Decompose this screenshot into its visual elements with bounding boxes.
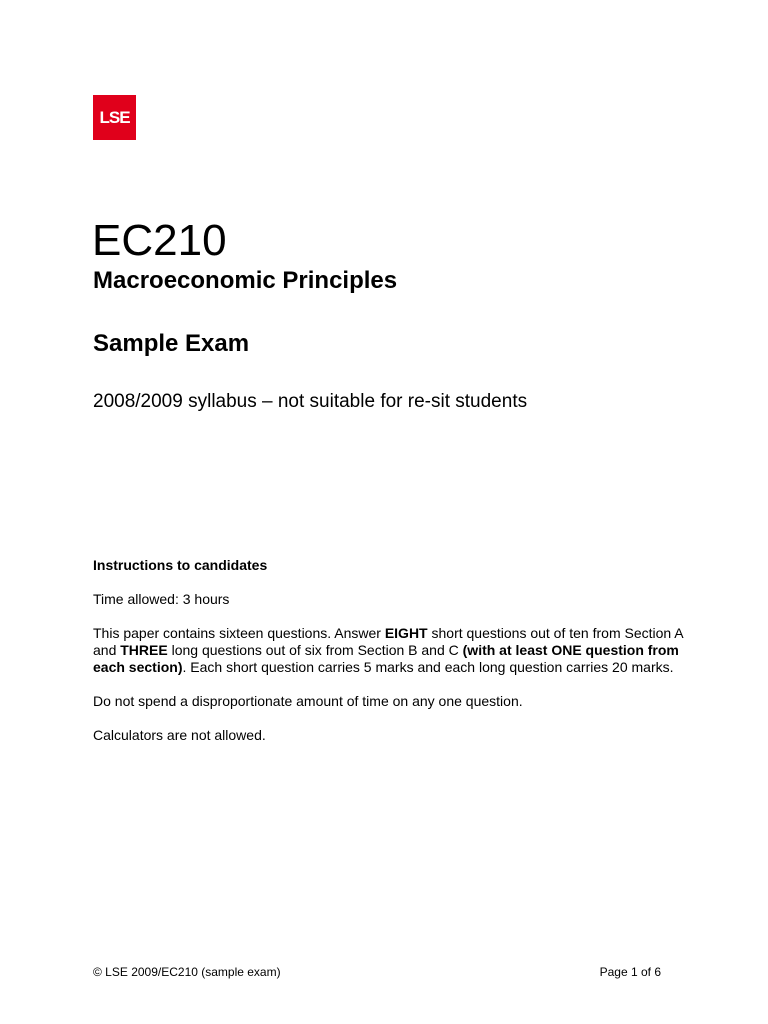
footer-page-number: Page 1 of 6 xyxy=(599,965,661,979)
course-code: EC210 xyxy=(92,216,227,265)
exam-title: Sample Exam xyxy=(93,330,250,357)
emphasis-eight: EIGHT xyxy=(384,625,428,641)
calculators-note: Calculators are not allowed. xyxy=(93,727,266,743)
emphasis-section-rule: (with at least ONE question from each section) xyxy=(93,642,679,675)
course-title: Macroeconomic Principles xyxy=(93,267,398,294)
syllabus-note: 2008/2009 syllabus – not suitable for re-sit students xyxy=(93,391,528,412)
instructions-text: long questions out of six from Section B and C xyxy=(167,642,463,658)
instructions-text: short questions out of ten from Section A and xyxy=(93,625,683,658)
footer-copyright: © LSE 2009/EC210 (sample exam) xyxy=(93,965,281,979)
instructions-paragraph xyxy=(93,625,683,676)
lse-logo: LSE xyxy=(93,95,136,140)
instructions-text: This paper contains sixteen questions. Answer xyxy=(93,625,385,641)
instructions-heading: Instructions to candidates xyxy=(93,557,268,573)
page-footer xyxy=(93,964,661,980)
emphasis-three: THREE xyxy=(120,642,168,658)
instructions-section xyxy=(93,557,683,761)
time-note: Do not spend a disproportionate amount of time on any one question. xyxy=(93,693,523,709)
instructions-text: . Each short question carries 5 marks and each long question carries 20 marks. xyxy=(182,659,674,675)
time-allowed: Time allowed: 3 hours xyxy=(93,591,230,607)
